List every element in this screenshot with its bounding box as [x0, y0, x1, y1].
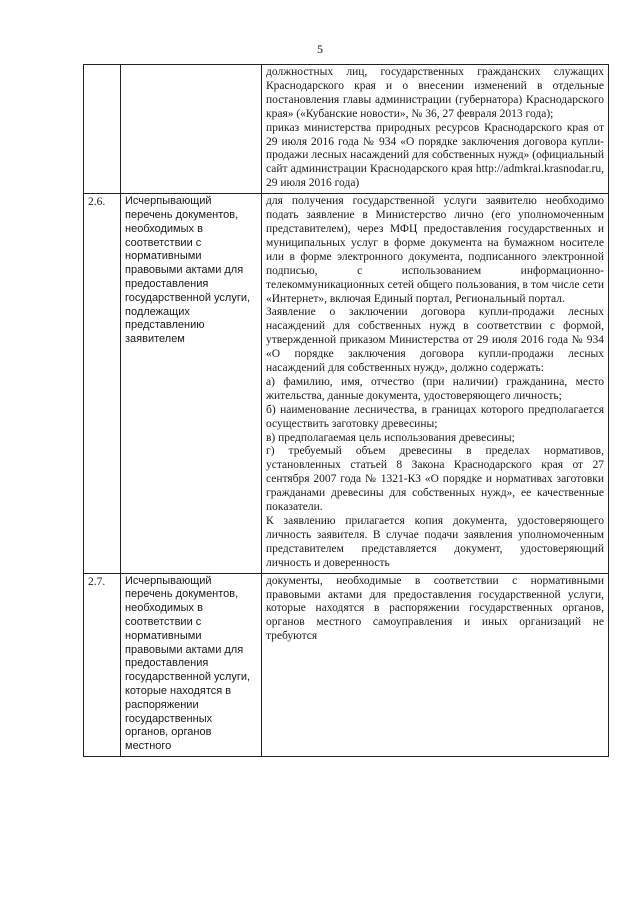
row-number: 2.6.	[84, 194, 121, 573]
paragraph: б) наименование лесничества, в границах которого предполагается осуществить заготовку древесины;	[266, 403, 604, 430]
paragraph: документы, необходимые в соответствии с нормативными правовыми актами для предоставления государственной услуги, которые находятся в распоряжении государственных органов, органов местного самоуправления и иных организаций не требуются	[266, 574, 604, 643]
row-number: 2.7.	[84, 573, 121, 756]
page-number: 5	[317, 42, 323, 56]
table-row	[84, 194, 609, 573]
paragraph: К заявлению прилагается копия документа, удостоверяющего личность заявителя. В случае подачи заявления уполномоченным представителем представляется документ, удостоверяющий личность и доверенность	[266, 515, 604, 569]
services-table	[83, 64, 609, 757]
row-content	[262, 573, 609, 756]
table-row	[84, 573, 609, 756]
paragraph: г) требуемый объем древесины в пределах нормативов, установленных статьей 8 Закона Краснодарского края от 27 сентября 2007 года № 1321-КЗ «О порядке и нормативах заготовки гражданами древесины для собственных нужд», ее качественные показатели.	[266, 445, 604, 514]
row-content	[262, 194, 609, 573]
paragraph: приказ министерства природных ресурсов Краснодарского края от 29 июля 2016 года № 934 «О порядке заключения договора купли-продажи лесных насаждений для собственных нужд» (официальный сайт администрации Краснодарского края http://admkrai.krasnodar.ru, 29 июля 2016 года)	[266, 121, 604, 190]
paragraph: в) предполагаемая цель использования древесины;	[266, 431, 515, 444]
paragraph: Заявление о заключении договора купли-продажи лесных насаждений для собственных нужд в соответствии с формой, утвержденной приказом Министерства от 29 июля 2016 года № 934 «О порядке заключения договора купли-продажи лесных насаждений для собственных нужд», должно содержать:	[266, 306, 604, 375]
paragraph: а) фамилию, имя, отчество (при наличии) гражданина, место жительства, данные документа, удостоверяющего личность;	[266, 375, 604, 402]
row-title: Исчерпывающий перечень документов, необходимых в соответствии с нормативными правовыми актами для предоставления государственной услуги, которые находятся в распоряжении государственных органов, органов местного	[121, 573, 262, 756]
row-number	[84, 65, 121, 194]
paragraph: должностных лиц, государственных гражданских служащих Краснодарского края и о внесении изменений в отдельные постановления главы администрации (губернатора) Краснодарского края» («Кубанские новости», № 36, 27 февраля 2013 года);	[266, 66, 604, 120]
row-title	[121, 65, 262, 194]
row-content	[262, 65, 609, 194]
row-title: Исчерпывающий перечень документов, необходимых в соответствии с нормативными правовыми актами для предоставления государственной услуги, подлежащих представлению заявителем	[121, 194, 262, 573]
table-row	[84, 65, 609, 194]
paragraph: для получения государственной услуги заявителю необходимо подать заявление в Министерство лично (его уполномоченным представителем), через МФЦ предоставления государственных и муниципальных услуг в форме документа на бумажном носителе или в форме электронного документа, подписанного электронной подписью, с использованием информационно-телекоммуникационных сетей общего пользования, в том числе сети «Интернет», включая Единый портал, Региональный портал.	[266, 195, 604, 305]
